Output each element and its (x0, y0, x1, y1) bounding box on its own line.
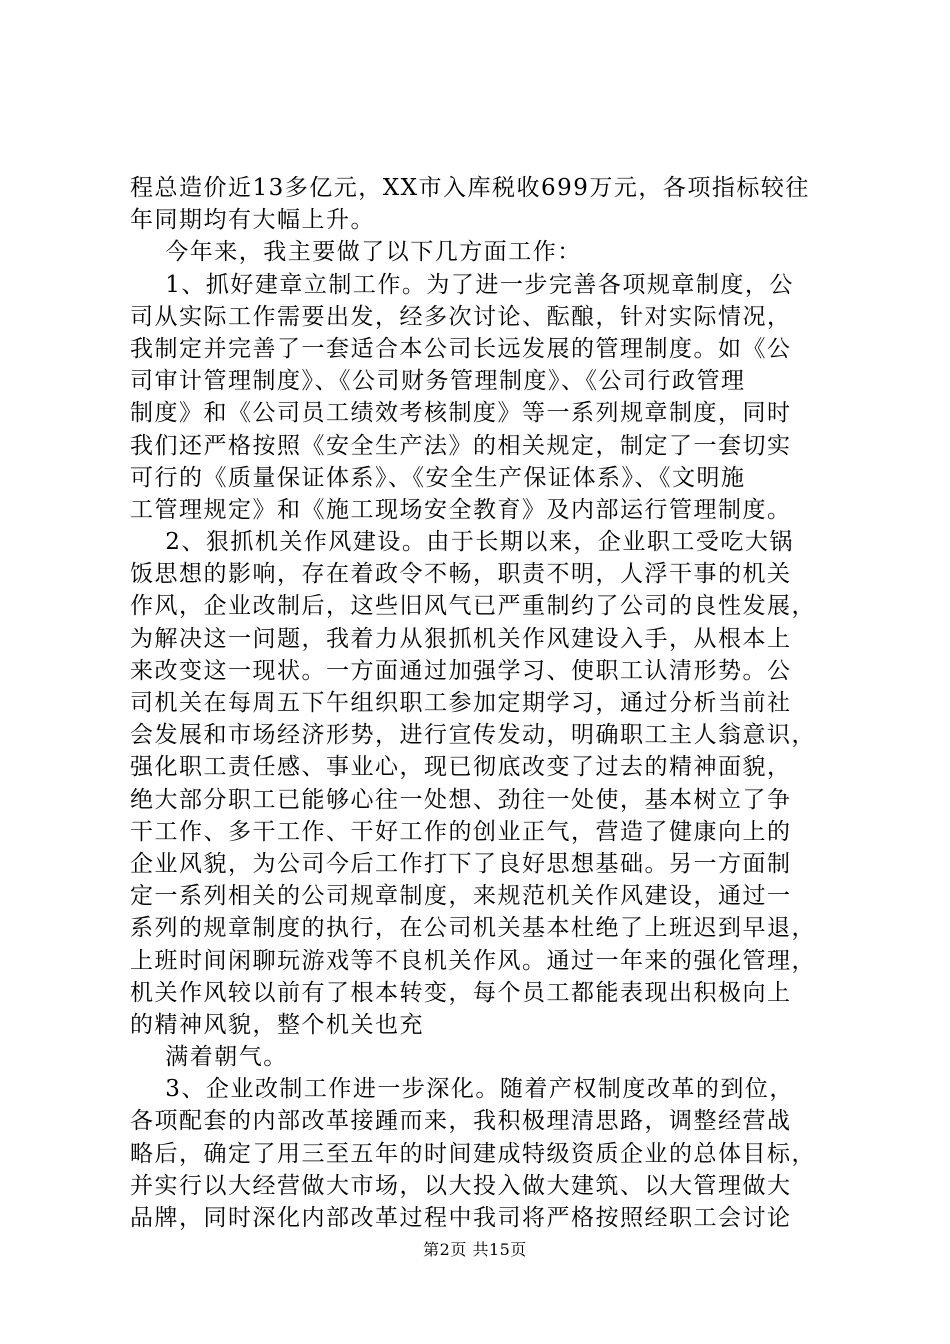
text-line: 各项配套的内部改革接踵而来，我积极理清思路，调整经营战 (130, 1108, 792, 1135)
text-line: 略后，确定了用三至五年的时间建成特级资质企业的总体目标， (130, 1140, 816, 1167)
text-line: 满着朝气。 (130, 1044, 288, 1071)
text-line: 2、狠抓机关作风建设。由于长期以来，企业职工受吃大锅 (130, 529, 794, 556)
text-line: 系列的规章制度的执行，在公司机关基本杜绝了上班迟到早退， (130, 915, 816, 942)
text-line: 会发展和市场经济形势，进行宣传发动，明确职工主人翁意识， (130, 722, 816, 749)
text-line: 绝大部分职工已能够心往一处想、劲往一处使，基本树立了争 (130, 786, 792, 813)
text-line: 1、抓好建章立制工作。为了进一步完善各项规章制度，公 (130, 271, 794, 298)
page-footer: 第2页 共15页 (423, 1240, 527, 1259)
text-line: 制度》和《公司员工绩效考核制度》等一系列规章制度，同时 (130, 400, 792, 427)
text-line: 企业风貌，为公司今后工作打下了良好思想基础。另一方面制 (130, 850, 792, 877)
text-line: 司审计管理制度》、《公司财务管理制度》、《公司行政管理 (130, 368, 746, 395)
text-line: 工管理规定》和《施工现场安全教育》及内部运行管理制度。 (130, 496, 792, 523)
text-line: 为解决这一问题，我着力从狠抓机关作风建设入手，从根本上 (130, 625, 792, 652)
text-line: 程总造价近13多亿元，XX市入库税收699万元，各项指标较往 (130, 175, 810, 201)
text-line: 定一系列相关的公司规章制度，来规范机关作风建设，通过一 (130, 883, 792, 910)
text-line: 我制定并完善了一套适合本公司长远发展的管理制度。如《公 (130, 335, 792, 362)
text-line: 上班时间闲聊玩游戏等不良机关作风。通过一年来的强化管理， (130, 947, 816, 974)
body-text (130, 172, 830, 1234)
text-line: 司从实际工作需要出发，经多次讨论、酝酿，针对实际情况， (130, 303, 792, 330)
text-line: 品牌，同时深化内部改革过程中我司将严格按照经职工会讨论 (130, 1205, 792, 1231)
text-line: 3、企业改制工作进一步深化。随着产权制度改革的到位， (130, 1076, 794, 1103)
text-line: 饭思想的影响，存在着政令不畅，职责不明，人浮干事的机关 (130, 561, 792, 588)
text-line: 我们还严格按照《安全生产法》的相关规定，制定了一套切实 (130, 432, 792, 459)
text-line: 机关作风较以前有了根本转变，每个员工都能表现出积极向上 (130, 979, 792, 1006)
text-line: 并实行以大经营做大市场，以大投入做大建筑、以大管理做大 (130, 1172, 792, 1199)
text-line: 的精神风貌，整个机关也充 (130, 1011, 424, 1038)
text-line: 今年来，我主要做了以下几方面工作： (130, 239, 582, 266)
text-line: 强化职工责任感、事业心，现已彻底改变了过去的精神面貌， (130, 754, 792, 781)
text-line: 干工作、多干工作、干好工作的创业正气，营造了健康向上的 (130, 818, 792, 845)
text-line: 可行的《质量保证体系》、《安全生产保证体系》、《文明施 (130, 464, 746, 491)
text-line: 来改变这一现状。一方面通过加强学习、使职工认清形势。公 (130, 657, 792, 684)
text-line: 司机关在每周五下午组织职工参加定期学习，通过分析当前社 (130, 690, 792, 716)
text-line: 年同期均有大幅上升。 (130, 207, 375, 234)
text-line: 作风，企业改制后，这些旧风气已严重制约了公司的良性发展， (130, 593, 816, 620)
